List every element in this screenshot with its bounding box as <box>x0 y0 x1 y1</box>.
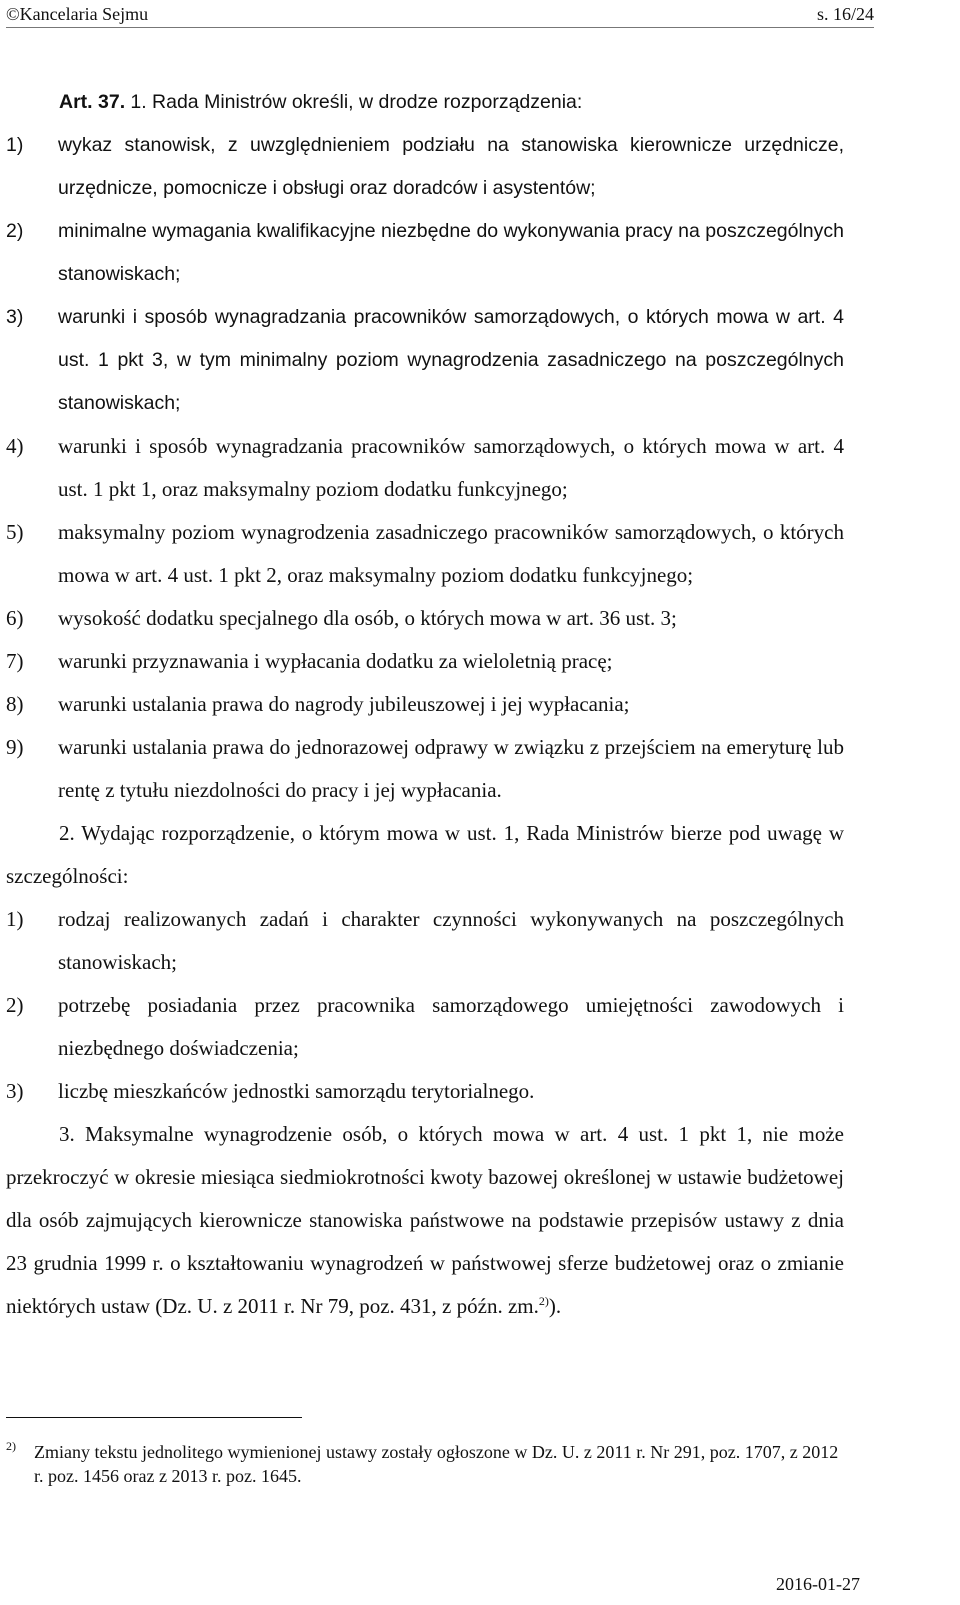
list-item <box>6 511 844 597</box>
list-item <box>6 597 844 640</box>
item-text: warunki ustalania prawa do jednorazowej odprawy w związku z przejściem na emeryturę lub rentę z tytułu niezdolności do pracy i jej wypłacania. <box>58 735 844 802</box>
item-number: 7) <box>6 649 24 673</box>
list-item <box>6 1070 844 1113</box>
item-number: 2) <box>6 220 24 242</box>
item-text: warunki i sposób wynagradzania pracowników samorządowych, o których mowa w art. 4 ust. 1 pkt 3, w tym minimalny poziom wynagrodzenia zasadniczego na poszczególnych stanowiskach; <box>58 306 844 414</box>
footnote-ref[interactable]: 2) <box>538 1294 549 1308</box>
item-number: 2) <box>6 993 24 1017</box>
item-number: 1) <box>6 134 24 156</box>
item-text: wykaz stanowisk, z uwzględnieniem podziału na stanowiska kierownicze urzędnicze, urzędnicze, pomocnicze i obsługi oraz doradców i asystentów; <box>58 134 844 199</box>
paragraph-3 <box>6 1113 844 1328</box>
paragraph-2: 2. Wydając rozporządzenie, o którym mowa w ust. 1, Rada Ministrów bierze pod uwagę w szczególności: <box>6 821 844 888</box>
paragraph-3-end: ). <box>548 1294 562 1318</box>
item-number: 8) <box>6 692 24 716</box>
paragraph-1-intro: 1. Rada Ministrów określi, w drodze rozporządzenia: <box>130 91 583 113</box>
list-item <box>6 726 844 812</box>
article-heading: Art. 37. <box>59 91 126 113</box>
list-item <box>6 984 844 1070</box>
footer-date: 2016-01-27 <box>776 1574 860 1594</box>
item-number: 9) <box>6 735 24 759</box>
item-text: potrzebę posiadania przez pracownika samorządowego umiejętności zawodowych i niezbędnego doświadczenia; <box>58 993 844 1060</box>
item-number: 4) <box>6 434 24 458</box>
list-item <box>6 898 844 984</box>
header-page-number: s. 16/24 <box>816 4 874 24</box>
item-number: 1) <box>6 907 24 931</box>
footnote <box>6 1440 844 1488</box>
list-item <box>6 640 844 683</box>
item-text: warunki przyznawania i wypłacania dodatku za wieloletnią pracę; <box>58 649 613 673</box>
list-item <box>6 425 844 511</box>
item-number: 3) <box>6 306 24 328</box>
list-item <box>6 124 844 210</box>
list-item <box>6 683 844 726</box>
item-text: wysokość dodatku specjalnego dla osób, o których mowa w art. 36 ust. 3; <box>58 606 677 630</box>
item-text: liczbę mieszkańców jednostki samorządu terytorialnego. <box>58 1079 535 1103</box>
header-rule <box>6 27 874 28</box>
document-body <box>6 80 844 1328</box>
footnote-rule <box>6 1417 302 1418</box>
footnote-mark: 2) <box>6 1439 16 1453</box>
list-item <box>6 296 844 425</box>
list-2 <box>6 898 844 1113</box>
art-37-paragraph-1 <box>6 80 844 124</box>
page-header <box>6 4 874 26</box>
paragraph-3-text: 3. Maksymalne wynagrodzenie osób, o których mowa w art. 4 ust. 1 pkt 1, nie może przekroczyć w okresie miesiąca siedmiokrotności kwoty bazowej określonej w ustawie budżetowej dla osób zajmujących kierownicze stanowiska państwowe na podstawie przepisów ustawy z dnia 23 grudnia 1999 r. o kształtowaniu wynagrodzeń w państwowej sferze budżetowej oraz o zmianie niektórych ustaw (Dz. U. z 2011 r. Nr 79, poz. 431, z późn. zm. <box>6 1122 844 1318</box>
item-text: minimalne wymagania kwalifikacyjne niezbędne do wykonywania pracy na poszczególnych stanowiskach; <box>58 220 844 285</box>
item-text: rodzaj realizowanych zadań i charakter czynności wykonywanych na poszczególnych stanowiskach; <box>58 907 844 974</box>
header-copyright: ©Kancelaria Sejmu <box>6 4 149 24</box>
item-number: 6) <box>6 606 24 630</box>
list-1 <box>6 124 844 812</box>
item-number: 3) <box>6 1079 24 1103</box>
item-text: warunki ustalania prawa do nagrody jubileuszowej i jej wypłacania; <box>58 692 630 716</box>
item-text: maksymalny poziom wynagrodzenia zasadniczego pracowników samorządowych, o których mowa w art. 4 ust. 1 pkt 2, oraz maksymalny poziom dodatku funkcyjnego; <box>58 520 844 587</box>
item-text: warunki i sposób wynagradzania pracowników samorządowych, o których mowa w art. 4 ust. 1 pkt 1, oraz maksymalny poziom dodatku funkcyjnego; <box>58 434 844 501</box>
footnote-text: Zmiany tekstu jednolitego wymienionej ustawy zostały ogłoszone w Dz. U. z 2011 r. Nr 291, poz. 1707, z 2012 r. poz. 1456 oraz z 2013 r. poz. 1645. <box>34 1442 839 1486</box>
list-item <box>6 210 844 296</box>
item-number: 5) <box>6 520 24 544</box>
